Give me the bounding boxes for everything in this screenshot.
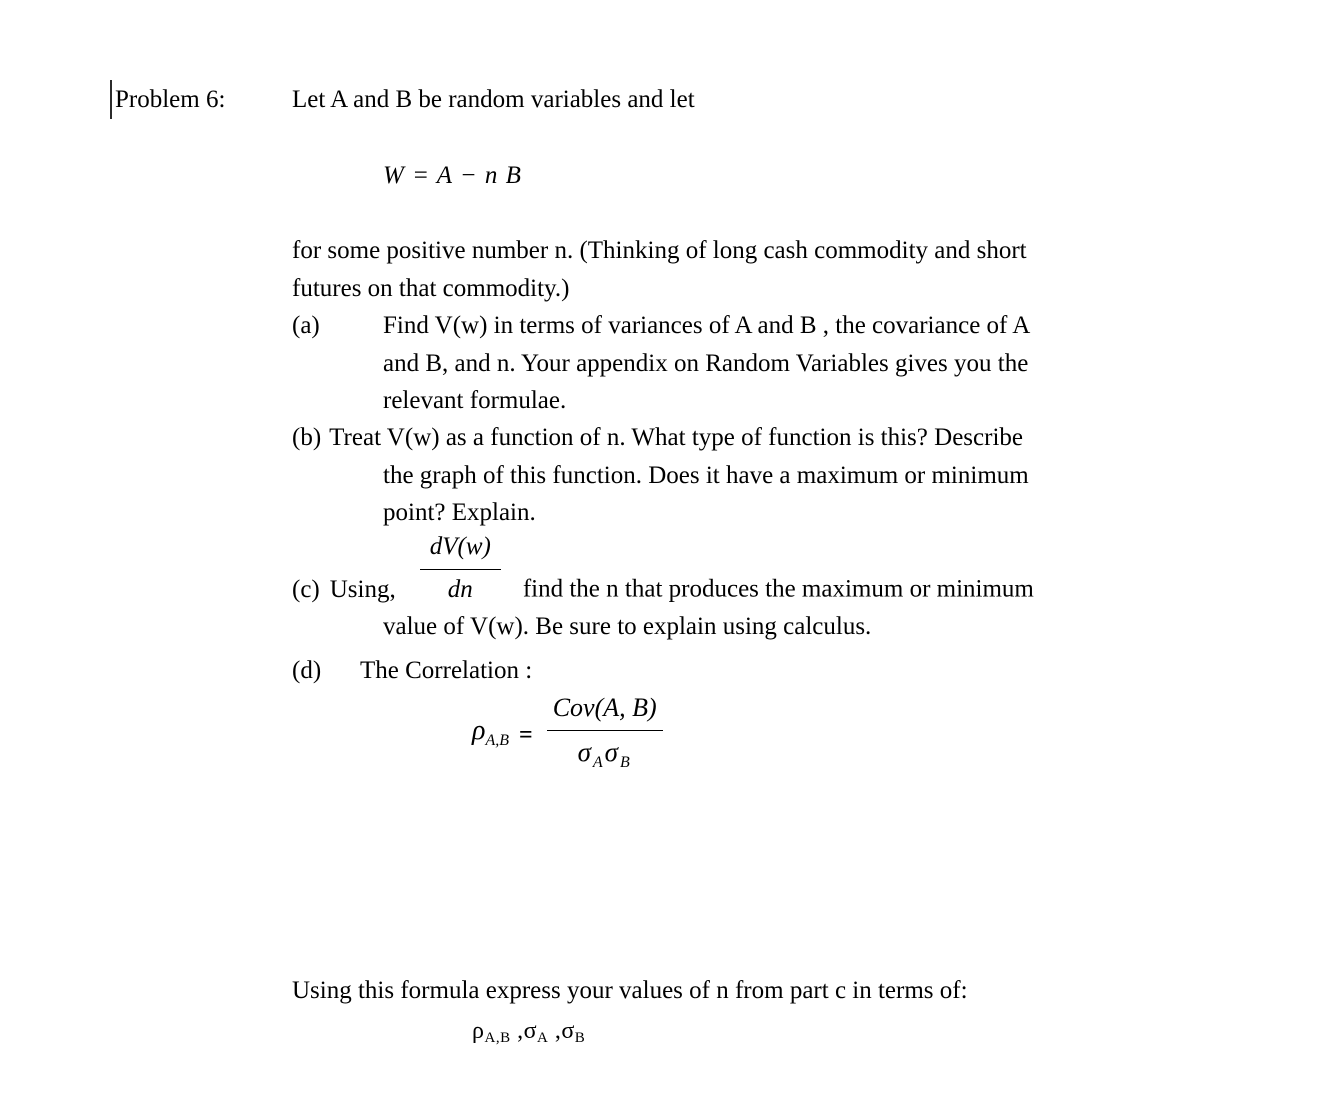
equals-sign: =	[519, 721, 533, 748]
item-b-line: Treat V(w) as a function of n. What type of function is this? Describe	[329, 424, 1023, 451]
item-c-label: (c)	[292, 575, 320, 603]
item-d-label: (d)	[292, 657, 322, 684]
derivative-denominator: dn	[447, 575, 473, 603]
item-a	[292, 307, 1030, 420]
item-c-using-text: Using,	[329, 575, 396, 603]
paragraph-line: futures on that commodity.)	[292, 274, 570, 302]
item-d	[292, 652, 532, 690]
derivative-fraction	[420, 528, 501, 608]
item-a-line: and B, and n. Your appendix on Random Variables gives you the	[383, 349, 1029, 377]
sigma-b-subscript: B	[574, 1030, 586, 1046]
item-a-label: (a)	[292, 312, 320, 339]
symbols-list	[472, 1013, 585, 1058]
item-c-line: find the n that produces the maximum or minimum	[522, 575, 1034, 603]
problem-label: Problem 6:	[115, 86, 226, 113]
item-b-line: the graph of this function. Does it have a maximum or minimum	[383, 461, 1029, 489]
item-a-line: Find V(w) in terms of variances of A and B , the covariance of A	[383, 312, 1031, 339]
sigma-a-subscript: A	[537, 1030, 549, 1046]
separator-sigma: ,σ	[510, 1018, 538, 1044]
derivative-numerator: dV(w)	[420, 528, 501, 570]
sigma-denominator: $\sigma_A\sigma_B$	[577, 737, 632, 771]
covariance-fraction	[547, 690, 663, 781]
covariance-numerator: Cov(A, B)	[547, 690, 663, 731]
correlation-equation	[472, 690, 663, 781]
item-b	[292, 419, 1029, 532]
problem-header	[115, 81, 695, 119]
separator-sigma: ,σ	[548, 1018, 575, 1044]
item-a-line: relevant formulae.	[383, 387, 567, 414]
item-c-line: value of V(w). Be sure to explain using calculus.	[383, 613, 872, 640]
sigma-a-subscript: A	[592, 754, 605, 771]
rho-symbol: $\rho_{A,B}$	[472, 714, 509, 749]
item-b-line: point? Explain.	[383, 499, 536, 526]
rho-subscript: A,B	[484, 1030, 511, 1046]
item-c	[292, 528, 1034, 646]
rho-subscript: A,B	[485, 731, 509, 749]
text-cursor[interactable]	[110, 80, 112, 119]
item-d-text: The Correlation :	[360, 657, 533, 684]
rho-symbol: ρ	[472, 1018, 485, 1044]
closing-sentence: Using this formula express your values of n from part c in terms of:	[292, 977, 968, 1004]
item-b-label: (b)	[292, 424, 322, 451]
paragraph-commodity	[292, 232, 1027, 307]
problem-intro-text: Let A and B be random variables and let	[292, 86, 695, 113]
w-equation: W = A − n B	[383, 162, 522, 189]
paragraph-line: for some positive number n. (Thinking of long cash commodity and short	[292, 237, 1027, 264]
sigma-b-subscript: B	[620, 754, 632, 771]
